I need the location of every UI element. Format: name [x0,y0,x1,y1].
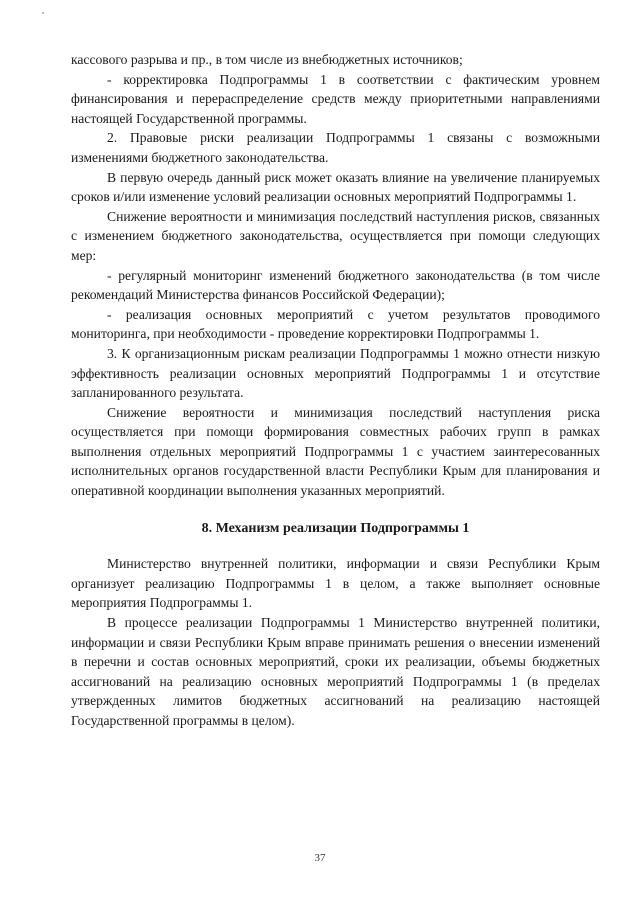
paragraph: кассового разрыва и пр., в том числе из внебюджетных источников; [71,52,463,67]
scan-speck [42,12,44,14]
paragraph: 2. Правовые риски реализации Подпрограммы 1 связаны с возможными изменениями бюджетного законодательства. [71,130,600,165]
paragraph: В процессе реализации Подпрограммы 1 Министерство внутренней политики, информации и связи Республики Крым вправе принимать решения о внесении изменений в перечни и состав основных мероприятий, сроки их реализации, объемы бюджетных ассигнований на реализацию основных мероприятий Подпрограммы 1 (в пределах утвержденных лимитов бюджетных ассигнований на реализацию настоящей Государственной программы в целом). [71,615,600,728]
paragraph: В первую очередь данный риск может оказать влияние на увеличение планируемых сроков и/или изменение условий реализации основных мероприятий Подпрограммы 1. [71,169,600,205]
paragraph: - реализация основных мероприятий с учетом результатов проводимого мониторинга, при необходимости - проведение корректировки Подпрограммы 1. [71,306,600,342]
paragraph: - регулярный мониторинг изменений бюджетного законодательства (в том числе рекомендаций Министерства финансов Российской Федерации); [71,267,600,303]
paragraph: 3. К организационным рискам реализации Подпрограммы 1 можно отнести низкую эффективность реализации основных мероприятий Подпрограммы 1 и отсутствие запланированного результата. [71,345,600,401]
paragraph: - корректировка Подпрограммы 1 в соответствии с фактическим уровнем финансирования и перераспределение средств между приоритетными направлениями настоящей Государственной программы. [71,71,600,126]
page-body [71,50,600,731]
paragraph: Министерство внутренней политики, информации и связи Республики Крым организует реализацию Подпрограммы 1 в целом, а также выполняет основные мероприятия Подпрограммы 1. [71,556,600,611]
paragraph: Снижение вероятности и минимизация последствий наступления риска осуществляется при помощи формирования совместных рабочих групп в рамках выполнения отдельных мероприятий Подпрограммы 1 с участием заинтересованных исполнительных органов государственной власти Республики Крым для планирования и оперативной координации выполнения указанных мероприятий. [71,404,600,499]
section-heading: 8. Механизм реализации Подпрограммы 1 [201,520,470,536]
paragraph: Снижение вероятности и минимизация последствий наступления рисков, связанных с изменением бюджетного законодательства, осуществляется при помощи следующих мер: [71,208,600,263]
page-number: 37 [314,852,326,864]
